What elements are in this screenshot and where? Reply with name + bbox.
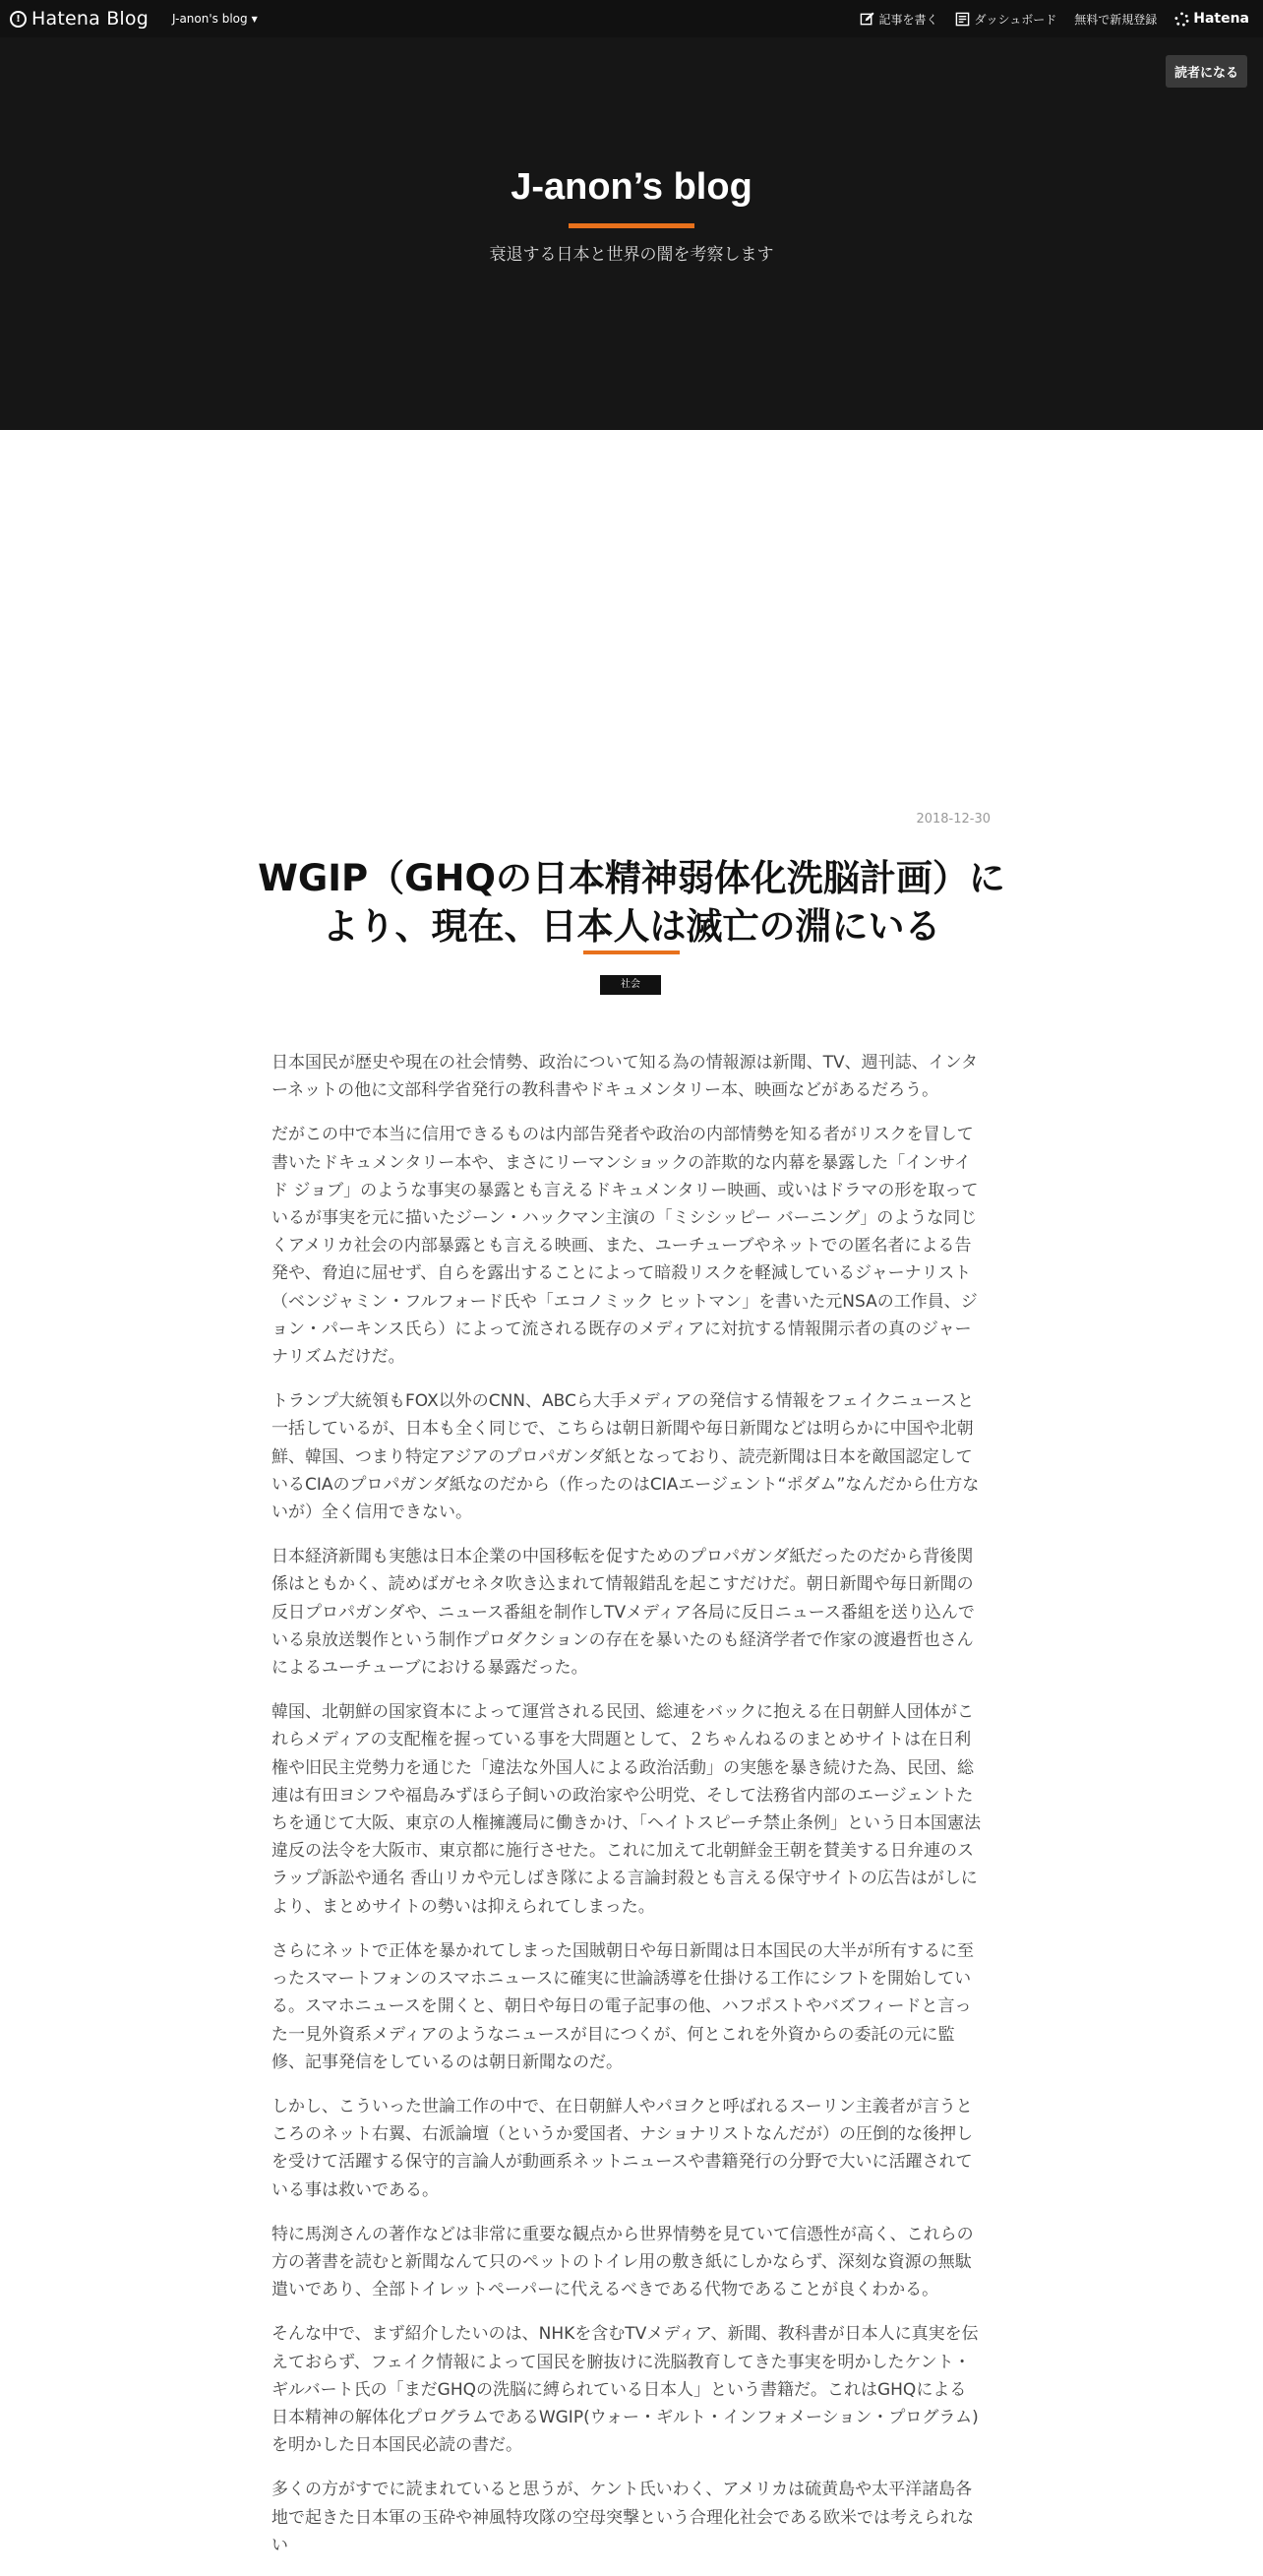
hatena-blog-logo-icon: ! — [10, 11, 27, 28]
paragraph: トランプ大統領もFOX以外のCNN、ABCら大手メディアの発信する情報をフェイクニュースと一括しているが、日本も全く同じで、こちらは朝日新聞や毎日新聞などは明らかに中国や北朝鮮、韓国、つまり特定アジアのプロパガンダ紙となっており、読売新聞は日本を敵国認定しているCIAのプロパガンダ紙なのだから（作ったのはCIAエージェント“ポダム”なんだから仕方ないが）全く信用できない。 — [271, 1391, 980, 1523]
blog-header — [0, 37, 1263, 430]
caret-down-icon: ▼ — [251, 14, 258, 24]
paragraph: だがこの中で本当に信用できるものは内部告発者や政治の内部情勢を知る者がリスクを冒して書いたドキュメンタリー本や、まさにリーマンショックの詐欺的な内幕を暴露した「インサイド ジョブ」のような事実の暴露とも言えるドキュメンタリー映画、或いはドラマの形を取っているが事実を元に描いたジーン・ハックマン主演の「ミシシッピー バーニング」のような同じくアメリカ社会の内部暴露とも言える映画、また、ユーチューブやネットでの匿名者による告発や、脅迫に屈せず、自らを露出することによって暗殺リスクを軽減しているジャーナリスト（ベンジャミン・フルフォード氏や「エコノミック ヒットマン」を書いた元NSAの工作員、ジョン・パーキンス氏ら）によって流される既存のメディアに対抗する情報開示者の真のジャーナリズムだけだ。 — [271, 1125, 979, 1368]
edit-icon — [860, 12, 874, 27]
paragraph: 日本国民が歴史や現在の社会情勢、政治について知る為の情報源は新聞、TV、週刊誌、インターネットの他に文部科学省発行の教科書やドキュメンタリー本、映画などがあるだろう。 — [271, 1053, 978, 1101]
paragraph: 特に馬渕さんの著作などは非常に重要な観点から世界情勢を見ていて信憑性が高く、これらの方の著書を読むと新聞なんて只のペットのトイレ用の敷き紙にしかならず、深刻な資源の無駄遣いであり、全部トイレットペーパーに代えるべきである代物であることが良くわかる。 — [271, 2224, 974, 2300]
paragraph: しかし、こういった世論工作の中で、在日朝鮮人やパヨクと呼ばれるスーリン主義者が言うところのネット右翼、右派論壇（というか愛国者、ナショナリストなんだが）の圧倒的な後押しを受けて活躍する保守的言論人が動画系ネットニュースや書籍発行の分野で大いに活躍されている事は救いである。 — [271, 2096, 973, 2200]
paragraph: 韓国、北朝鮮の国家資本によって運営される民団、総連をバックに抱える在日朝鮮人団体がこれらメディアの支配権を握っている事を大問題として、２ちゃんねるのまとめサイトは在日利権や旧民主党勢力を通じた「違法な外国人による政治活動」の実態を暴き続けた為、民団、総連は有田ヨシフや福島みずほら子飼いの政治家や公明党、そして法務省内部のエージェントたちを通じて大阪、東京の人権擁護局に働きかけ、「ヘイトスピーチ禁止条例」という日本国憲法違反の法令を大阪市、東京都に施行させた。これに加えて北朝鮮金王朝を賛美する日弁連のスラップ訴訟や通名 香山リカや元しばき隊による言論封殺とも言える保守サイトの広告はがしにより、まとめサイトの勢いは抑えられてしまった。 — [271, 1702, 981, 1917]
paragraph: 多くの方がすでに読まれていると思うが、ケント氏いわく、アメリカは硫黄島や太平洋諸島各地で起きた日本軍の玉砕や神風特攻隊の空母突撃という合理化社会である欧米では考えられない — [271, 2480, 974, 2555]
write-entry-label: 記事を書く — [878, 12, 938, 27]
entry-content — [271, 1049, 982, 2576]
dashboard-icon — [955, 12, 970, 27]
blog-switcher[interactable] — [172, 12, 258, 26]
global-header — [0, 0, 1263, 37]
subscribe-button[interactable]: 読者になる — [1166, 55, 1247, 88]
category-tag[interactable]: 社会 — [600, 975, 661, 995]
paragraph: 日本経済新聞も実態は日本企業の中国移転を促すためのプロパガンダ紙だったのだから背後関係はともかく、読めばガセネタ吹き込まれて情報錯乱を起こすだけだ。朝日新聞や毎日新聞の反日プロパガンダや、ニュース番組を制作しTVメディア各局に反日ニュース番組を送り込んでいる泉放送製作という制作プロダクションの存在を暴いたのも経済学者で作家の渡邉哲也さんによるユーチューブにおける暴露だった。 — [271, 1547, 975, 1679]
blog-description: 衰退する日本と世界の闇を考察します — [489, 245, 774, 265]
hatena-label: Hatena — [1193, 11, 1249, 27]
brand-text: Hatena Blog — [31, 8, 149, 30]
paragraph: さらにネットで正体を暴かれてしまった国賊朝日や毎日新聞は日本国民の大半が所有するに至ったスマートフォンのスマホニュースに確実に世論誘導を仕掛ける工作にシフトを開始している。スマホニュースを開くと、朝日や毎日の電子記事の他、ハフポストやバズフィードと言った一見外資系メディアのようなニュースが目につくが、何とこれを外資からの委託の元に監修、記事発信をしているのは朝日新聞なのだ。 — [271, 1940, 974, 2072]
entry-title-underline — [583, 951, 680, 954]
signup-link[interactable] — [1074, 11, 1157, 28]
paragraph: そんな中で、まず紹介したいのは、NHKを含むTVメディア、新聞、教科書が日本人に真実を伝えておらず、フェイク情報によって国民を腑抜けに洗脳教育してきた事実を明かしたケント・ギルバート氏の「まだGHQの洗脳に縛られている日本人」という書籍だ。これはGHQによる日本精神の解体化プログラムであるWGIP(ウォー・ギルト・インフォメーション・プログラム)を明かした日本国民必読の書だ。 — [271, 2324, 979, 2456]
blog-title[interactable]: J-anon’s blog — [511, 166, 752, 208]
hatena-blog-logo[interactable] — [10, 8, 149, 30]
dashboard-label: ダッシュボード — [974, 12, 1057, 27]
title-underline — [569, 223, 694, 228]
signup-label: 無料で新規登録 — [1074, 12, 1158, 27]
entry-date[interactable]: 2018-12-30 — [916, 812, 991, 827]
write-entry-link[interactable] — [860, 11, 937, 28]
hatena-dots-icon — [1174, 12, 1189, 27]
dashboard-link[interactable] — [955, 11, 1056, 28]
entry-title[interactable]: WGIP（GHQの日本精神弱体化洗脳計画）により、現在、日本人は滅亡の淵にいる — [258, 857, 1005, 948]
hatena-menu[interactable] — [1174, 11, 1249, 27]
blog-switcher-label: J-anon's blog — [172, 12, 248, 26]
